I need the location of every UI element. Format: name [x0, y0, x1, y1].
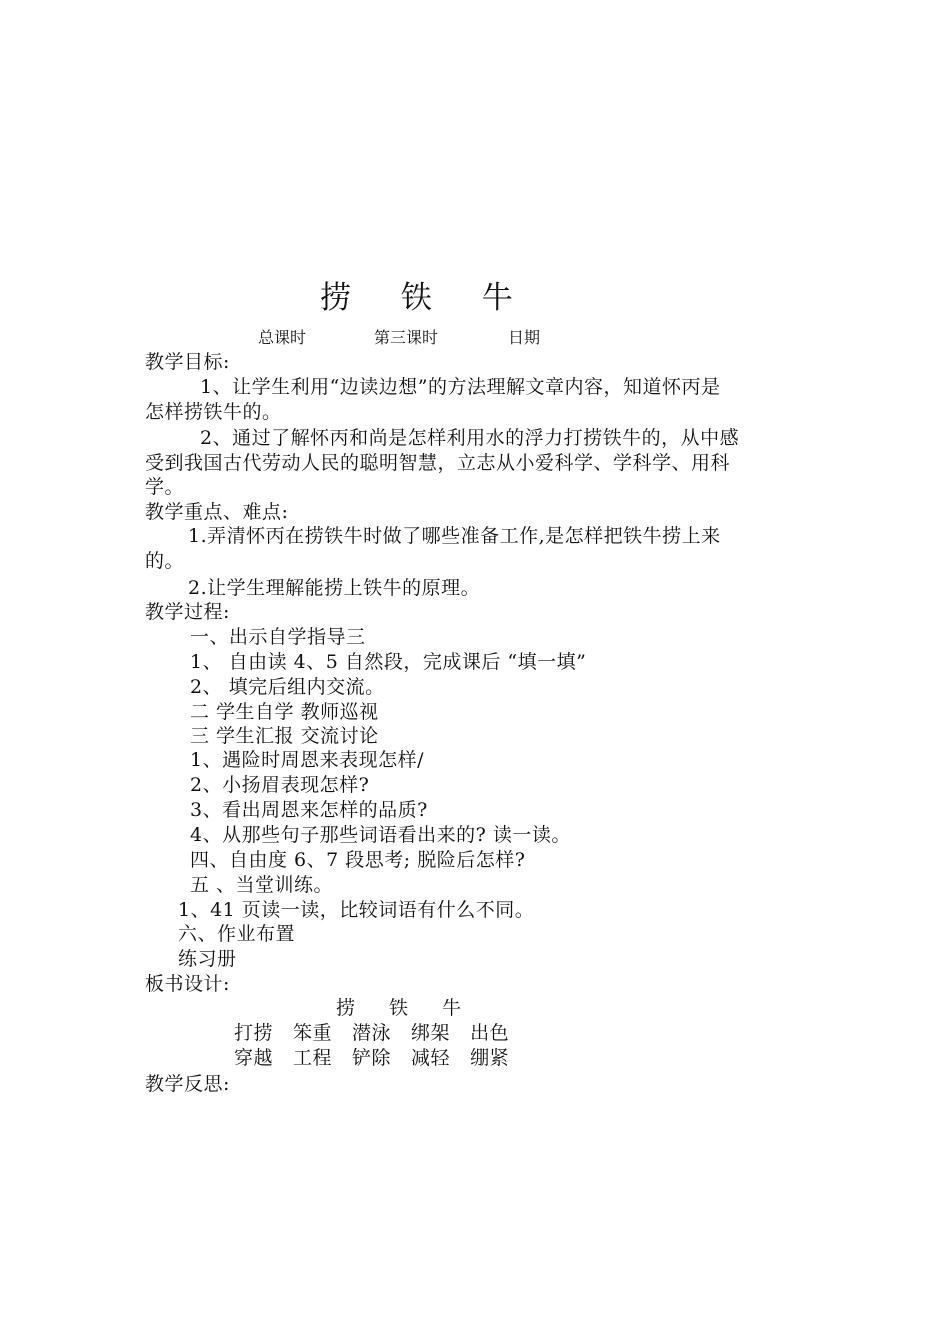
- process-item: 五 、当堂训练。: [190, 874, 334, 896]
- process-item: 三 学生汇报 交流讨论: [190, 725, 379, 747]
- process-item: 2、 填完后组内交流。: [190, 676, 385, 698]
- board-word: 绷紧: [470, 1047, 510, 1069]
- board-word: 潜泳: [352, 1022, 392, 1044]
- process-item: 一、出示自学指导三: [190, 626, 366, 648]
- board-word: 工程: [293, 1047, 333, 1069]
- board-word: 减轻: [411, 1047, 451, 1069]
- board-word: 笨重: [293, 1022, 333, 1044]
- goal-2-line-1: 2、通过了解怀丙和尚是怎样利用水的浮力打捞铁牛的，从中感: [200, 427, 740, 449]
- board-word: 出色: [470, 1022, 510, 1044]
- process-item: 二 学生自学 教师巡视: [190, 701, 379, 723]
- goal-2-line-3: 学。: [145, 476, 185, 498]
- key-point-2: 2.让学生理解能捞上铁牛的原理。: [188, 577, 481, 599]
- process-item: 1、41 页读一读，比较词语有什么不同。: [178, 899, 535, 921]
- process-item: 1、遇险时周恩来表现怎样/: [190, 749, 424, 771]
- reflection-heading: 教学反思:: [145, 1073, 230, 1095]
- process-item: 六、作业布置: [178, 923, 296, 945]
- goal-1-line-2: 怎样捞铁牛的。: [145, 401, 282, 423]
- board-word: 铲除: [352, 1047, 392, 1069]
- meta-date: 日期: [508, 328, 541, 347]
- process-item: 1、 自由读 4、5 自然段，完成课后 “填一填”: [190, 651, 587, 673]
- meta-total-hours: 总课时: [258, 328, 307, 347]
- process-item: 4、从那些句子那些词语看出来的? 读一读。: [190, 824, 571, 846]
- board-word: 穿越: [234, 1047, 274, 1069]
- board-row-1: [234, 1021, 529, 1045]
- process-item: 2、小扬眉表现怎样?: [190, 774, 370, 796]
- doc-title: 捞 铁 牛: [320, 280, 533, 316]
- process-item: 练习册: [178, 948, 237, 970]
- process-item: 四、自由度 6、7 段思考; 脱险后怎样?: [190, 849, 526, 871]
- board-title: 捞 铁 牛: [336, 997, 476, 1019]
- process-item: 3、看出周恩来怎样的品质?: [190, 799, 428, 821]
- key-point-1-line-1: 1.弄清怀丙在捞铁牛时做了哪些准备工作,是怎样把铁牛捞上来: [188, 525, 721, 547]
- key-points-heading: 教学重点、难点:: [145, 501, 289, 523]
- board-heading: 板书设计:: [145, 973, 230, 995]
- process-heading: 教学过程:: [145, 601, 230, 623]
- board-word: 绑架: [411, 1022, 451, 1044]
- goal-2-line-2: 受到我国古代劳动人民的聪明智慧，立志从小爱科学、学科学、用科: [145, 452, 731, 474]
- meta-lesson: 第三课时: [374, 328, 439, 347]
- goals-heading: 教学目标:: [145, 351, 230, 373]
- goal-1-line-1: 1、让学生利用“边读边想”的方法理解文章内容，知道怀丙是: [200, 376, 721, 398]
- key-point-1-line-2: 的。: [145, 550, 185, 572]
- board-row-2: [234, 1046, 529, 1070]
- board-word: 打捞: [234, 1022, 274, 1044]
